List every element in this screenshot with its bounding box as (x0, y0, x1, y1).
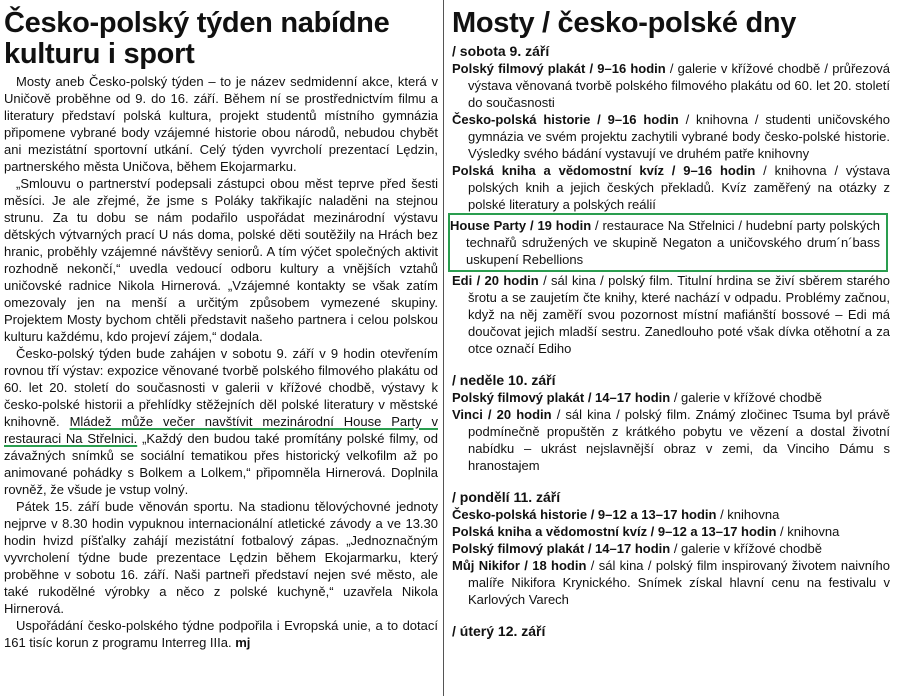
day-heading: / sobota 9. září (452, 43, 550, 59)
paragraph-5 (4, 617, 438, 651)
event-text: / knihovna (776, 524, 840, 539)
program-title: Mosty / česko-polské dny (452, 7, 797, 39)
event-text: / sál kina / polský film inspirovaný životem naivního malíře Nikifora Krynického. Snímek získal hlavní cenu na festivalu v Karlových Varech (468, 558, 890, 607)
paragraph-5-text: Uspořádání česko-polského týdne podpořila i Evropská unie, a to dotací 161 tisíc korun z programu Interreg IIIa. (4, 618, 438, 650)
event-title: Česko-polská historie / 9–12 a 13–17 hodin (452, 507, 717, 522)
event-title: Polský filmový plakát / 9–16 hodin (452, 61, 666, 76)
event-title: Polská kniha a vědomostní kvíz / 9–16 hodin (452, 163, 756, 178)
paragraph-3-end: „Každý den budou také promítány polské filmy, od závažných snímků se sociální tematikou přes historický velkofilm až po animované pohádky s Bolkem a Lolkem,“ připomněla Hirnerová. Doplnila rovněž, že všude je vstup volný. (4, 431, 438, 497)
event-title: Polský filmový plakát / 14–17 hodin (452, 390, 671, 405)
event-item (452, 272, 890, 357)
event-item (452, 506, 890, 523)
event-item (452, 389, 890, 406)
program-column (452, 8, 890, 640)
paragraph-2: „Smlouvu o partnerství podepsali zástupci obou měst teprve před šesti měsíci. Je ale zřejmé, že jsme s Poláky takřikajíc naladěni na stejnou strunu. Za tu dobu se nám podařilo uspořádat mezinárodní výstavu dětských výtvarných prací U nás doma, polské děti soutěžily na Hrách bez hranic, proběhly vzájemné návštěvy seniorů. A tím výčet společných aktivit rozhodně nekončí,“ uvedla vedoucí odboru kultury a vnějších vztahů uničovské radnice Nikola Hirnerová. „Vzájemné kontakty se však zatím omezovaly jen na menší a určitým způsobem vymezené skupiny. Projektem Mosty bychom chtěli představit našeho partnera i celou polskou kulturu každému, kdo projeví zájem,“ dodala. (4, 176, 438, 344)
paragraph-3-start: Česko-polský týden bude zahájen v sobotu 9. září v 9 hodin otevřením rovnou tří výstav: expozice věnované tvorbě polského filmového plakátu od 60. let 20. století do současnosti v galerii v křížové chodbě, výstavy k česko-polské historii a přehlídky stěžejních děl polské literatury v městské knihovně. (4, 346, 438, 429)
event-title: Polská kniha a vědomostní kvíz / 9–12 a 13–17 hodin (452, 524, 777, 539)
event-text: / restaurace Na Střelnici / hudební party polských technařů sdružených ve skupině Negaton a uničovského drum´n´bass uskupení Rebellions (466, 218, 880, 267)
day-heading: / neděle 10. září (452, 372, 556, 388)
day-heading: / pondělí 11. září (452, 489, 561, 505)
day-heading: / úterý 12. září (452, 623, 546, 639)
paragraph-3 (4, 345, 438, 498)
event-title: Česko-polská historie / 9–16 hodin (452, 112, 679, 127)
event-text: / knihovna / výstava polských knih a jejich českých překladů. Kvíz zaměřený na otázky z polské literatury a polských reálií (468, 163, 890, 212)
event-title: Vinci / 20 hodin (452, 407, 552, 422)
event-title: House Party / 19 hodin (450, 218, 592, 233)
event-item (452, 540, 890, 557)
event-item (452, 523, 890, 540)
event-title: Polský filmový plakát / 14–17 hodin (452, 541, 671, 556)
event-item (452, 557, 890, 608)
event-title: Můj Nikifor / 18 hodin (452, 558, 587, 573)
paragraph-4: Pátek 15. září bude věnován sportu. Na stadionu tělovýchovné jednoty nejprve v 8.30 hodin vypuknou internacionální atletické závody a ve 13.30 hodin hvizd píšťalky zahájí mezistátní fotbalový zápas. „Jednoznačným vyvrcholení týdne bude prezentace Lędzin během Ekojarmarku, který proběhne v sobotu 16. září. Naši partneři představí nejen své město, ale také rukodělné výrobky a něco z polské kuchyně,“ uzavřela Nikola Hirnerová. (4, 499, 438, 616)
paragraph-1: Mosty aneb Česko-polský týden – to je název sedmidenní akce, která v Uničově proběhne od 9. do 16. září. Během ní se prostřednictvím filmu a literatury představí polská kultura, projekt studentů místního gymnázia připomene vybrané body vzájemné historie obou národů, nebudou chybět ani mezistátní sportovní utkání. Celý týden vyvrcholí prezentací Lędzin, partnerského města Uničova, během Ekojarmarku. (4, 74, 438, 174)
left-article (4, 8, 438, 651)
column-divider (443, 0, 444, 696)
event-title: Edi / 20 hodin (452, 273, 539, 288)
event-text: / galerie v křížové chodbě (670, 390, 822, 405)
event-item (452, 162, 890, 213)
event-text: / sál kina / polský film. Známý zločinec Tsuma byl právě podmínečně propuštěn z krátkého pobytu ve vězení a dostal životní nabídku – ukrást nejslavnější obraz v zemi, da Vinciho Dámu s hranostajem (468, 407, 890, 473)
event-text: / galerie v křížové chodbě / průřezová výstava věnovaná tvorbě polského filmového plakátu od 60. let 20. století do současnosti (468, 61, 890, 110)
author-signature: mj (235, 635, 251, 650)
event-item (452, 406, 890, 474)
event-text: / galerie v křížové chodbě (670, 541, 822, 556)
event-item-highlighted (448, 213, 888, 272)
article-title: Česko-polský týden nabídne kulturu i sport (4, 7, 390, 70)
event-text: / sál kina / polský film. Titulní hrdina se živí sběrem starého šrotu a se zaujetím čte knihy, které nachází v odpadu. Problémy začnou, když na něj zaměří svou pozornost místní mafiánští bossové – Edi má doučovat jejich mladší sestru. Zanedlouho poté však dívka otěhotní a za otce označí Ediho (468, 273, 890, 356)
highlighted-sentence: Mládež může večer navštívit mezinárodní House Party v restauraci Na Střelnici. (4, 414, 438, 446)
event-item (452, 60, 890, 111)
event-item (452, 111, 890, 162)
event-text: / knihovna (716, 507, 780, 522)
event-text: / knihovna / studenti uničovského gymnázia ve svém projektu zachytili vybrané body česko-polské historie. Výsledky svého bádání vystavují ve druhém patře knihovny (468, 112, 890, 161)
